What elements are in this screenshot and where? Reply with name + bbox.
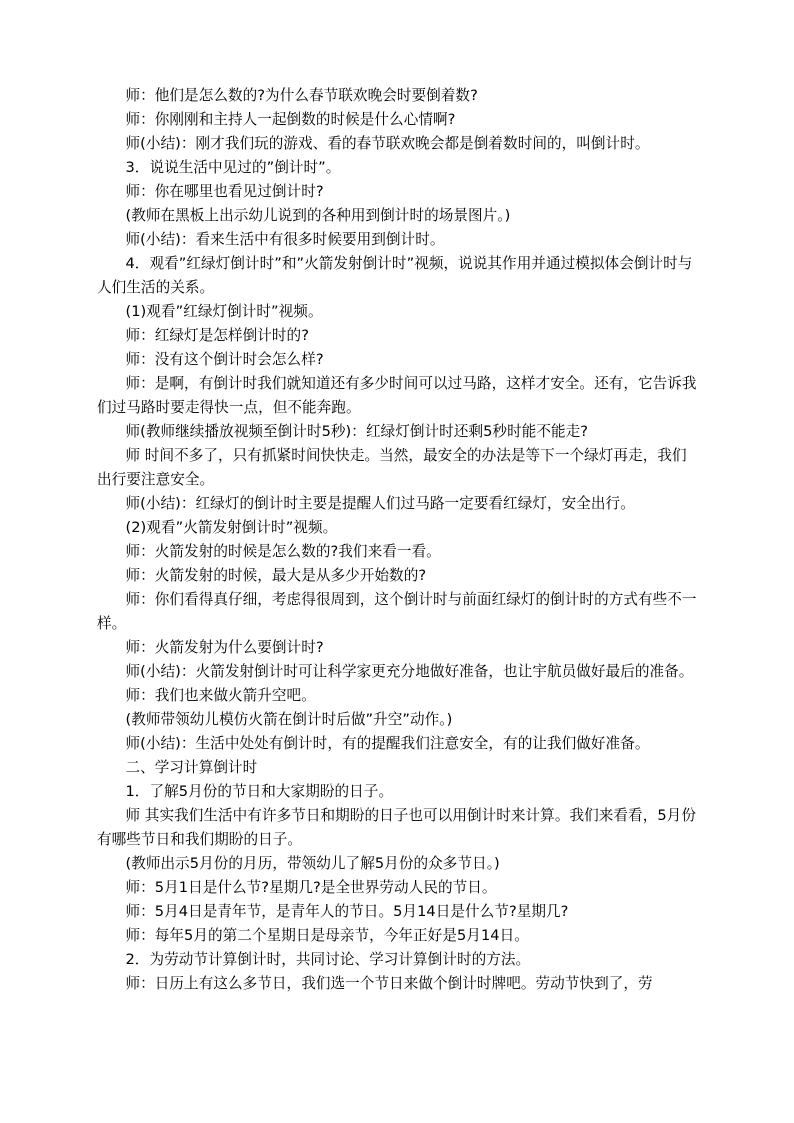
paragraph: 师：5月1日是什么节?星期几?是全世界劳动人民的节日。 — [125, 879, 497, 896]
paragraph: 师：你刚刚和主持人一起倒数的时候是什么心情啊? — [125, 111, 456, 128]
paragraph: 师：没有这个倒计时会怎么样? — [125, 351, 324, 368]
section-item-heading: 3．说说生活中见过的”倒计时”。 — [125, 159, 341, 176]
section-item-heading: 4．观看”红绿灯倒计时”和”火箭发射倒计时”视频，说说其作用并通过模拟体会倒计时与人们生活的关系。 — [97, 255, 693, 296]
paragraph: 师：他们是怎么数的?为什么春节联欢晚会时要倒着数? — [125, 87, 478, 104]
paragraph: (教师带领幼儿模仿火箭在倒计时后做”升空”动作。) — [125, 711, 453, 728]
paragraph: 师(小结)：火箭发射倒计时可让科学家更充分地做好准备，也让宇航员做好最后的准备。 — [125, 663, 694, 680]
paragraph: 师：红绿灯是怎样倒计时的? — [125, 327, 309, 344]
paragraph: 师(小结)：刚才我们玩的游戏、看的春节联欢晚会都是倒着数时间的，叫倒计时。 — [125, 135, 650, 152]
paragraph: 师：日历上有这么多节日，我们选一个节日来做个倒计时牌吧。劳动节快到了，劳 — [125, 975, 653, 992]
section-heading: 二、学习计算倒计时 — [125, 759, 258, 776]
paragraph: 师：5月4日是青年节，是青年人的节日。5月14日是什么节?星期几? — [125, 903, 569, 920]
paragraph: 师 时间不多了，只有抓紧时间快快走。当然，最安全的办法是等下一个绿灯再走，我们出行要注意安全。 — [97, 447, 687, 488]
paragraph: 师：每年5月的第二个星期日是母亲节，今年正好是5月14日。 — [125, 927, 529, 944]
paragraph: 师：你们看得真仔细，考虑得很周到，这个倒计时与前面红绿灯的倒计时的方式有些不一样。 — [97, 591, 697, 632]
paragraph: 师(小结)：红绿灯的倒计时主要是提醒人们过马路一定要看红绿灯，安全出行。 — [125, 495, 635, 512]
paragraph: 师(小结)：生活中处处有倒计时，有的提醒我们注意安全，有的让我们做好准备。 — [125, 735, 650, 752]
paragraph: 师：火箭发射的时候是怎么数的?我们来看一看。 — [125, 543, 441, 560]
paragraph: 师(教师继续播放视频至倒计时5秒)：红绿灯倒计时还剩5秒时能不能走? — [125, 423, 589, 440]
sub-item-heading: (1)观看”红绿灯倒计时”视频。 — [125, 303, 323, 320]
paragraph: (教师在黑板上出示幼儿说到的各种用到倒计时的场景图片。) — [125, 207, 511, 224]
document-body — [97, 84, 699, 996]
paragraph: 师 其实我们生活中有许多节日和期盼的日子也可以用倒计时来计算。我们来看看，5月份有哪些节日和我们期盼的日子。 — [97, 807, 696, 848]
paragraph: 师(小结)：看来生活中有很多时候要用到倒计时。 — [125, 231, 445, 248]
paragraph: 师：火箭发射的时候，最大是从多少开始数的? — [125, 567, 427, 584]
section-item-heading: 2．为劳动节计算倒计时，共同讨论、学习计算倒计时的方法。 — [125, 951, 531, 968]
paragraph: (教师出示5月份的月历，带领幼儿了解5月份的众多节日。) — [125, 855, 500, 872]
paragraph: 师：我们也来做火箭升空吧。 — [125, 687, 316, 704]
section-item-heading: 1．了解5月份的节日和大家期盼的日子。 — [125, 783, 394, 800]
paragraph: 师：你在哪里也看见过倒计时? — [125, 183, 324, 200]
sub-item-heading: (2)观看”火箭发射倒计时”视频。 — [125, 519, 338, 536]
paragraph: 师：是啊，有倒计时我们就知道还有多少时间可以过马路，这样才安全。还有，它告诉我们过马路时要走得快一点，但不能奔跑。 — [97, 375, 697, 416]
paragraph: 师：火箭发射为什么要倒计时? — [125, 639, 324, 656]
